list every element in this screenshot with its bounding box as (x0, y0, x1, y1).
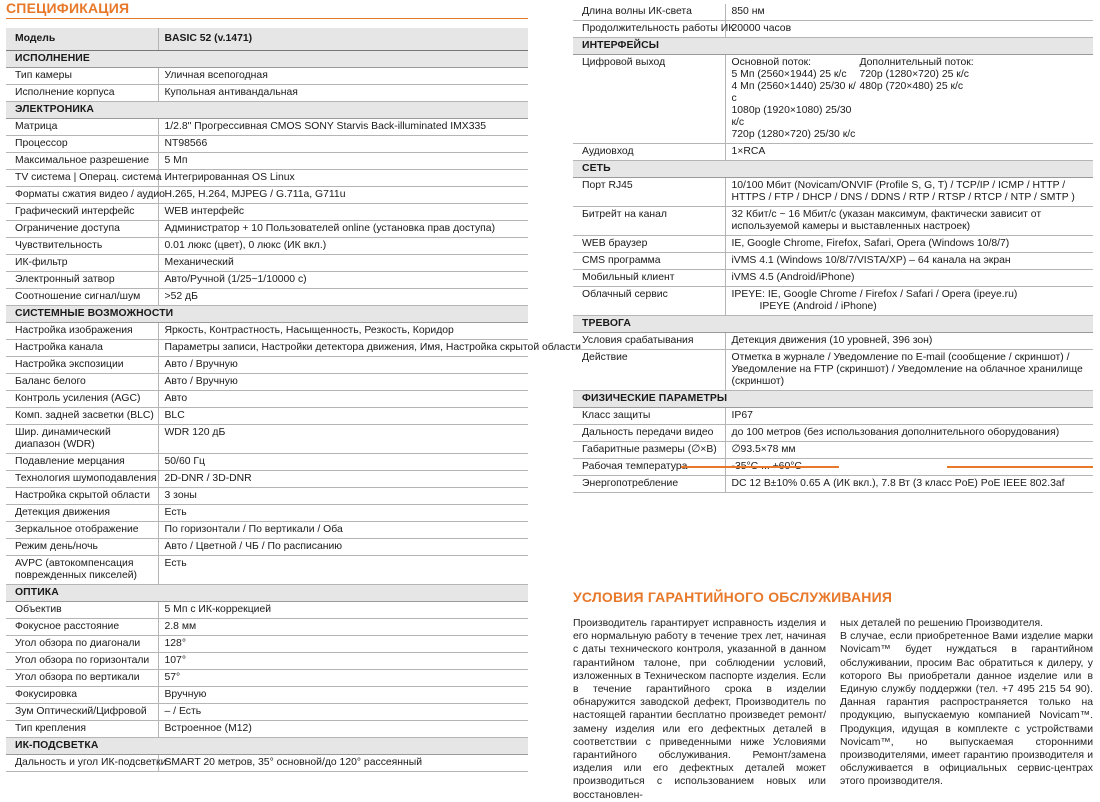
spec-label: Подавление мерцания (6, 454, 158, 471)
spec-row (573, 253, 1093, 270)
spec-row (6, 68, 528, 85)
spec-row (6, 272, 528, 289)
spec-value: 850 нм (725, 4, 1093, 21)
spec-row (6, 522, 528, 539)
section-header (6, 306, 528, 323)
spec-row (573, 207, 1093, 236)
spec-value: 32 Кбит/с ~ 16 Мбит/с (указан максимум, фактически зависит от используемой камеры и выставленных настроек) (725, 207, 1093, 236)
main-stream (732, 57, 860, 141)
spec-label: Графический интерфейс (6, 204, 158, 221)
spec-row (573, 287, 1093, 316)
spec-row (6, 153, 528, 170)
spec-row (6, 687, 528, 704)
spec-value: Уличная всепогодная (158, 68, 528, 85)
spec-label: Модель (6, 28, 158, 51)
spec-label: Дальность и угол ИК-подсветки (6, 755, 158, 772)
warranty-paragraph: Производитель гарантирует исправность изделия и его нормальную работу в течение трех лет, начиная с даты технического контроля, указанной в данном гарантийном талоне, при соблюдении условий, изложенных в Техническом паспорте изделия. Если в течение гарантийного срока в изделии обнаружится заводской дефект, Производитель по настоящей гарантии бесплатно произведет ремонт/замену изделия или его дефектных деталей в соответствии с приведенными ниже Условиями гарантийного обслуживания. Ремонт/замена изделия или его дефектных деталей может производиться с использованием новых или восстановлен- (573, 618, 826, 801)
spec-value: Вручную (158, 687, 528, 704)
section-title: ОПТИКА (6, 585, 528, 602)
spec-value: Авто / Вручную (158, 357, 528, 374)
spec-label: Настройка скрытой области (6, 488, 158, 505)
spec-label: Соотношение сигнал/шум (6, 289, 158, 306)
spec-value: 128° (158, 636, 528, 653)
section-header (6, 738, 528, 755)
spec-label: Энергопотребление (573, 476, 725, 493)
spec-value: Авто (158, 391, 528, 408)
stream-line: 4 Мп (2560×1440) 25/30 к/с (731, 81, 856, 104)
model-header-row (6, 28, 528, 51)
spec-value: Отметка в журнале / Уведомление по E-mail (сообщение / скриншот) / Уведомление на FTP (скриншот) / Уведомление на облачное хранилище (скриншот) (725, 350, 1093, 391)
spec-value: Авто / Вручную (158, 374, 528, 391)
spec-row (6, 136, 528, 153)
spec-row (6, 488, 528, 505)
spec-value: до 100 метров (без использования дополнительного оборудования) (725, 425, 1093, 442)
spec-value: DC 12 В±10% 0.65 А (ИК вкл.), 7.8 Вт (3 класс PoE) PoE IEEE 802.3af (725, 476, 1093, 493)
spec-value: IP67 (725, 408, 1093, 425)
spec-row (6, 619, 528, 636)
warranty-paragraph: ных деталей по решению Производителя. (840, 618, 1043, 629)
spec-value: 1/2.8" Прогрессивная CMOS SONY Starvis Back-illuminated IMX335 (158, 119, 528, 136)
stream-line: 1080p (1920×1080) 25/30 к/с (731, 105, 852, 128)
spec-value: 5 Мп (158, 153, 528, 170)
spec-label: WEB браузер (573, 236, 725, 253)
spec-value: По горизонтали / По вертикали / Оба (158, 522, 528, 539)
spec-label: Технология шумоподавления (6, 471, 158, 488)
spec-row (6, 636, 528, 653)
spec-value: 57° (158, 670, 528, 687)
spec-row (6, 391, 528, 408)
spec-row (6, 755, 528, 772)
spec-row (6, 323, 528, 340)
section-title: ТРЕВОГА (573, 316, 1093, 333)
spec-value: Есть (158, 505, 528, 522)
spec-row (6, 357, 528, 374)
spec-row (6, 204, 528, 221)
spec-value: Параметры записи, Настройки детектора движения, Имя, Настройка скрытой области (158, 340, 528, 357)
spec-label: Порт RJ45 (573, 178, 725, 207)
spec-row (573, 236, 1093, 253)
spec-row (573, 144, 1093, 161)
spec-value: ∅93.5×78 мм (725, 442, 1093, 459)
spec-value: SMART 20 метров, 35° основной/до 120° рассеянный (158, 755, 528, 772)
spec-value: BLC (158, 408, 528, 425)
spec-label: Контроль усиления (AGC) (6, 391, 158, 408)
section-title: ИНТЕРФЕЙСЫ (573, 38, 1093, 55)
spec-label: Фокусировка (6, 687, 158, 704)
spec-value: 2.8 мм (158, 619, 528, 636)
spec-label: Условия срабатывания (573, 333, 725, 350)
spec-label: Чувствительность (6, 238, 158, 255)
spec-table-right (573, 4, 1093, 493)
warranty-heading: УСЛОВИЯ ГАРАНТИЙНОГО ОБСЛУЖИВАНИЯ (573, 589, 893, 605)
spec-label: Ограничение доступа (6, 221, 158, 238)
cloud-line: IPEYE (Android / iPhone) (759, 301, 877, 312)
spec-value: 50/60 Гц (158, 454, 528, 471)
spec-row (6, 425, 528, 454)
spec-value (725, 287, 1093, 316)
section-title: ФИЗИЧЕСКИЕ ПАРАМЕТРЫ (573, 391, 1093, 408)
spec-value: Администратор + 10 Пользователей online (установка прав доступа) (158, 221, 528, 238)
section-title: СИСТЕМНЫЕ ВОЗМОЖНОСТИ (6, 306, 528, 323)
spec-label: Угол обзора по диагонали (6, 636, 158, 653)
spec-label: Аудиовход (573, 144, 725, 161)
section-header (573, 161, 1093, 178)
spec-label: Процессор (6, 136, 158, 153)
spec-label: Настройка изображения (6, 323, 158, 340)
section-title: СЕТЬ (573, 161, 1093, 178)
spec-row (6, 408, 528, 425)
spec-value: 1×RCA (725, 144, 1093, 161)
spec-label: Класс защиты (573, 408, 725, 425)
spec-row (6, 119, 528, 136)
spec-value: WDR 120 дБ (158, 425, 528, 454)
stream-line: Основной поток: (731, 57, 812, 68)
spec-label: Тип камеры (6, 68, 158, 85)
spec-row (6, 85, 528, 102)
warranty-column-1 (573, 617, 826, 802)
spec-row (573, 442, 1093, 459)
spec-row (573, 4, 1093, 21)
spec-row (6, 289, 528, 306)
spec-row (573, 178, 1093, 207)
spec-label: Настройка канала (6, 340, 158, 357)
spec-row (573, 350, 1093, 391)
spec-value: Механический (158, 255, 528, 272)
spec-value: 3 зоны (158, 488, 528, 505)
spec-label: CMS программа (573, 253, 725, 270)
spec-value: iVMS 4.5 (Android/iPhone) (725, 270, 1093, 287)
spec-label: Зум Оптический/Цифровой (6, 704, 158, 721)
spec-row (6, 653, 528, 670)
spec-label: ИК-фильтр (6, 255, 158, 272)
spec-label: Режим день/ночь (6, 539, 158, 556)
spec-label: Угол обзора по горизонтали (6, 653, 158, 670)
spec-value: Авто/Ручной (1/25~1/10000 с) (158, 272, 528, 289)
spec-label: Электронный затвор (6, 272, 158, 289)
spec-row (573, 408, 1093, 425)
spec-row (6, 221, 528, 238)
spec-label: Максимальное разрешение (6, 153, 158, 170)
spec-row (6, 471, 528, 488)
spec-row (6, 704, 528, 721)
spec-value: BASIC 52 (v.1471) (158, 28, 528, 51)
cloud-line: IPEYE: IE, Google Chrome / Firefox / Safari / Opera (ipeye.ru) (731, 289, 1018, 300)
spec-value: Есть (158, 556, 528, 585)
spec-label: Комп. задней засветки (BLC) (6, 408, 158, 425)
spec-row (6, 238, 528, 255)
spec-row (573, 333, 1093, 350)
section-title: ЭЛЕКТРОНИКА (6, 102, 528, 119)
spec-label: Битрейт на канал (573, 207, 725, 236)
spec-label: Продолжительность работы ИК (573, 21, 725, 38)
spec-value (725, 55, 1093, 144)
warranty-column-2 (840, 617, 1093, 789)
spec-row (573, 425, 1093, 442)
spec-label: TV система | Операц. система (6, 170, 158, 187)
spec-value: iVMS 4.1 (Windows 10/8/7/VISTA/XP) – 64 канала на экран (725, 253, 1093, 270)
spec-row (6, 539, 528, 556)
spec-label: Длина волны ИК-света (573, 4, 725, 21)
spec-value: H.265, H.264, MJPEG / G.711a, G711u (158, 187, 528, 204)
spec-row (6, 670, 528, 687)
spec-label: Облачный сервис (573, 287, 725, 316)
spec-label: Рабочая температура (573, 459, 725, 476)
spec-value: Авто / Цветной / ЧБ / По расписанию (158, 539, 528, 556)
stream-line: 720p (1280×720) 25/30 к/с (731, 129, 856, 140)
spec-value: Яркость, Контрастность, Насыщенность, Резкость, Коридор (158, 323, 528, 340)
spec-value: Купольная антивандальная (158, 85, 528, 102)
spec-label: Мобильный клиент (573, 270, 725, 287)
section-header (573, 38, 1093, 55)
spec-value: 107° (158, 653, 528, 670)
decorative-rule-left (681, 466, 839, 468)
spec-label: Детекция движения (6, 505, 158, 522)
spec-label: Фокусное расстояние (6, 619, 158, 636)
spec-row (573, 21, 1093, 38)
spec-row (6, 374, 528, 391)
decorative-rule-right (947, 466, 1093, 468)
spec-row (6, 556, 528, 585)
spec-value: Детекция движения (10 уровней, 396 зон) (725, 333, 1093, 350)
spec-value: 5 Мп с ИК-коррекцией (158, 602, 528, 619)
spec-label: Исполнение корпуса (6, 85, 158, 102)
spec-row (6, 505, 528, 522)
section-title: ИК-ПОДСВЕТКА (6, 738, 528, 755)
spec-row (6, 340, 528, 357)
spec-row (6, 170, 528, 187)
sub-stream (860, 57, 1080, 93)
section-header (573, 391, 1093, 408)
section-header (6, 51, 528, 68)
spec-label: Цифровой выход (573, 55, 725, 144)
spec-value: NT98566 (158, 136, 528, 153)
spec-value: 20000 часов (725, 21, 1093, 38)
spec-label: Форматы сжатия видео / аудио (6, 187, 158, 204)
spec-row (6, 454, 528, 471)
spec-value: -35°C ... +60°C (725, 459, 1093, 476)
spec-value: 10/100 Мбит (Novicam/ONVIF (Profile S, G, T) / TCP/IP / ICMP / HTTP / HTTPS / FTP / DHCP / DNS / DDNS / RTP / RTSP / RTCP / NTP / SMTP ) (725, 178, 1093, 207)
section-header (6, 102, 528, 119)
spec-value: IE, Google Chrome, Firefox, Safari, Opera (Windows 10/8/7) (725, 236, 1093, 253)
spec-heading: СПЕЦИФИКАЦИЯ (6, 0, 130, 16)
spec-label: Тип крепления (6, 721, 158, 738)
spec-label: Действие (573, 350, 725, 391)
spec-table-left (6, 28, 581, 772)
spec-value: 2D-DNR / 3D-DNR (158, 471, 528, 488)
spec-label: Шир. динамический диапазон (WDR) (6, 425, 158, 454)
heading-rule (6, 18, 528, 19)
spec-label: Зеркальное отображение (6, 522, 158, 539)
section-header (6, 585, 528, 602)
section-header (573, 316, 1093, 333)
spec-value: Интегрированная OS Linux (158, 170, 528, 187)
spec-row (573, 55, 1093, 144)
spec-label: Дальность передачи видео (573, 425, 725, 442)
spec-value: Встроенное (M12) (158, 721, 528, 738)
spec-row (6, 721, 528, 738)
stream-line: Дополнительный поток: (859, 57, 974, 68)
spec-label: Объектив (6, 602, 158, 619)
spec-value: – / Есть (158, 704, 528, 721)
spec-label: Габаритные размеры (∅×В) (573, 442, 725, 459)
spec-label: AVPC (автокомпенсация поврежденных пикселей) (6, 556, 158, 585)
stream-line: 5 Мп (2560×1944) 25 к/с (731, 69, 847, 80)
spec-row (573, 270, 1093, 287)
stream-line: 480p (720×480) 25 к/с (859, 81, 964, 92)
stream-line: 720p (1280×720) 25 к/с (859, 69, 969, 80)
spec-value: >52 дБ (158, 289, 528, 306)
spec-label: Угол обзора по вертикали (6, 670, 158, 687)
spec-label: Баланс белого (6, 374, 158, 391)
warranty-paragraph: В случае, если приобретенное Вами изделие марки Novicam™ будет нуждаться в гарантийном обслуживании, просим Вас обратиться к дилеру, у которого Вы приобретали данное изделие или в Единую службу поддержки (тел. +7 495 215 54 90). Данная гарантия распространяется только на продукцию, выпускаемую компанией Novicam™. Продукция, идущая в комплекте с устройствами Novicam™, но выпускаемая сторонними производителями, имеет гарантию производителя и обслуживается в официальных сервис-центрах этого производителя. (840, 631, 1093, 788)
spec-value: 0.01 люкс (цвет), 0 люкс (ИК вкл.) (158, 238, 528, 255)
spec-row (6, 255, 528, 272)
spec-value: WEB интерфейс (158, 204, 528, 221)
spec-row (6, 602, 528, 619)
spec-row (573, 476, 1093, 493)
section-title: ИСПОЛНЕНИЕ (6, 51, 528, 68)
spec-label: Матрица (6, 119, 158, 136)
spec-label: Настройка экспозиции (6, 357, 158, 374)
spec-row (6, 187, 528, 204)
